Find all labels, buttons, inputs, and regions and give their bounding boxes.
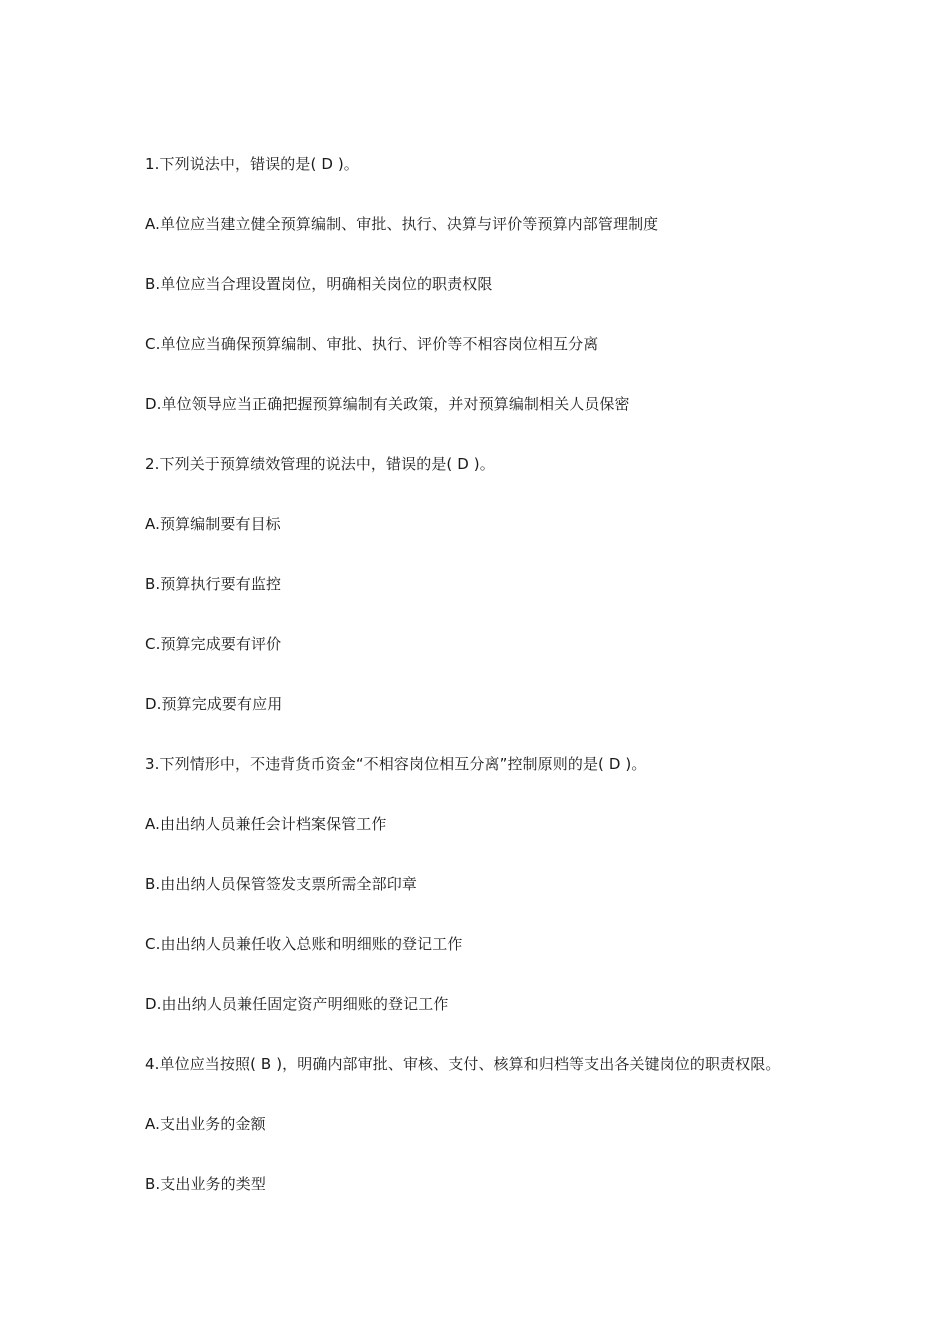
question-1-option-a: A.单位应当建立健全预算编制、审批、执行、决算与评价等预算内部管理制度	[145, 215, 659, 233]
question-3-option-b: B.由出纳人员保管签发支票所需全部印章	[145, 875, 417, 893]
question-4-option-b: B.支出业务的类型	[145, 1175, 266, 1193]
question-3-option-a: A.由出纳人员兼任会计档案保管工作	[145, 815, 387, 833]
question-2-option-c: C.预算完成要有评价	[145, 635, 282, 653]
question-2-option-a: A.预算编制要有目标	[145, 515, 281, 533]
question-1-option-b: B.单位应当合理设置岗位，明确相关岗位的职责权限	[145, 275, 493, 293]
question-2-option-b: B.预算执行要有监控	[145, 575, 282, 593]
document-body	[145, 150, 810, 1230]
question-3-option-c: C.由出纳人员兼任收入总账和明细账的登记工作	[145, 935, 463, 953]
question-2-option-d: D.预算完成要有应用	[145, 695, 283, 713]
question-1-option-d: D.单位领导应当正确把握预算编制有关政策，并对预算编制相关人员保密	[145, 395, 630, 413]
question-2-stem: 2.下列关于预算绩效管理的说法中，错误的是( D )。	[145, 455, 495, 473]
question-4-stem: 4.单位应当按照( B )，明确内部审批、审核、支付、核算和归档等支出各关键岗位的职责权限。	[145, 1055, 781, 1073]
question-3-option-d: D.由出纳人员兼任固定资产明细账的登记工作	[145, 995, 449, 1013]
question-1-stem: 1.下列说法中，错误的是( D )。	[145, 155, 359, 173]
question-1-option-c: C.单位应当确保预算编制、审批、执行、评价等不相容岗位相互分离	[145, 335, 599, 353]
question-4-option-a: A.支出业务的金额	[145, 1115, 266, 1133]
question-3-stem: 3.下列情形中，不违背货币资金“不相容岗位相互分离”控制原则的是( D )。	[145, 755, 647, 773]
